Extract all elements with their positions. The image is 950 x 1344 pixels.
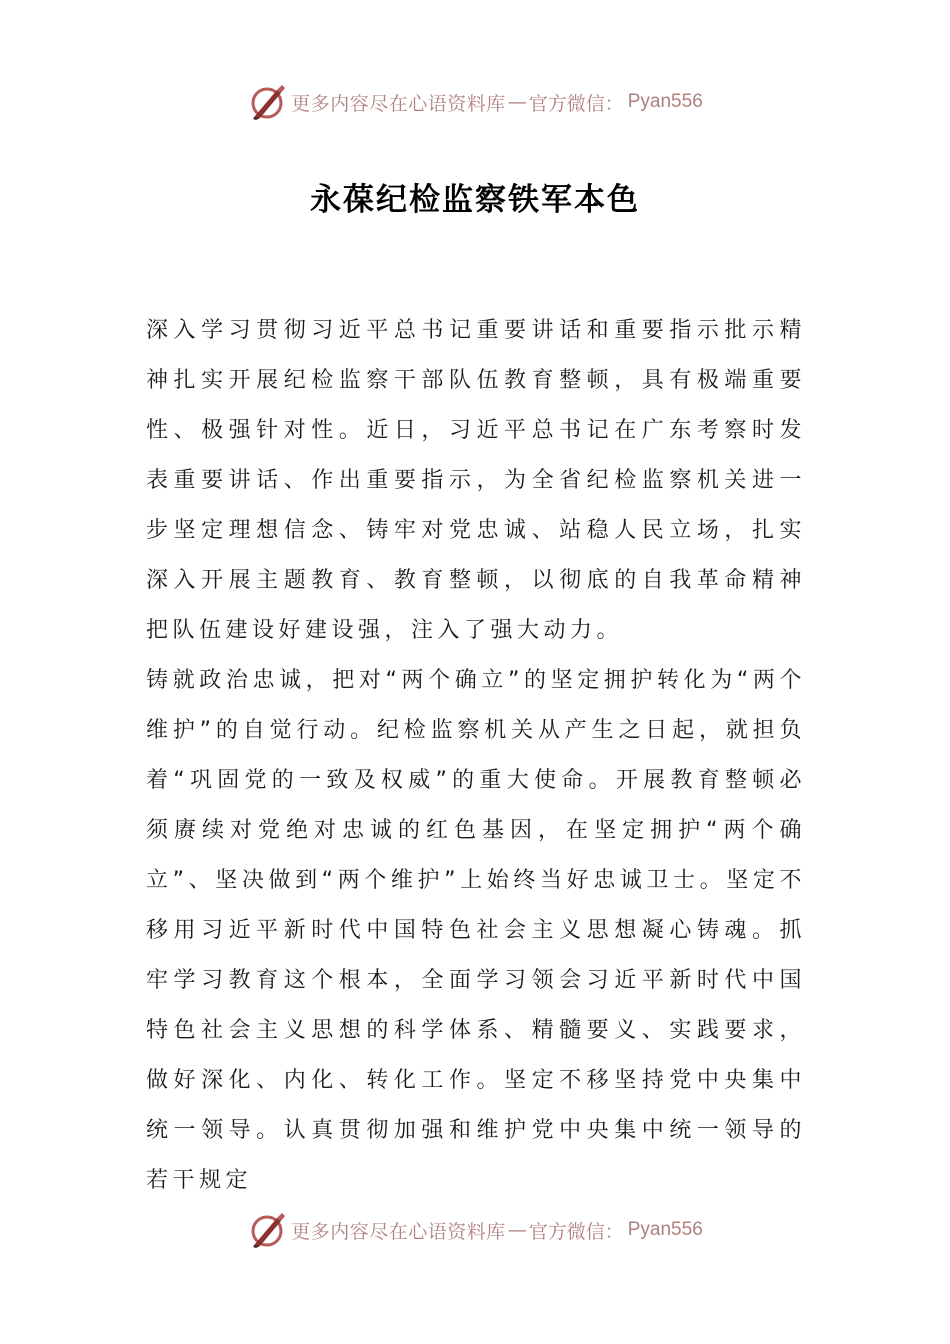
footer-banner [0, 1208, 950, 1252]
banner-wechat-label: 官方微信： [528, 1220, 624, 1243]
page-title: 永葆纪检监察铁军本色 [310, 182, 640, 218]
banner-wechat-label: 官方微信： [528, 92, 624, 115]
banner-text: 更多内容尽在心语资料库 [291, 92, 506, 115]
header-banner [0, 80, 950, 124]
paragraph-1: 深入学习贯彻习近平总书记重要讲话和重要指示批示精神扎实开展纪检监察干部队伍教育整顿，具有极端重要性、极强针对性。近日，习近平总书记在广东考察时发表重要讲话、作出重要指示，为全省纪检监察机关进一步坚定理想信念、铸牢对党忠诚、站稳人民立场，扎实深入开展主题教育、教育整顿，以彻底的自我革命精神把队伍建设好建设强，注入了强大动力。 [146, 318, 806, 643]
pen-circle-icon [247, 82, 287, 122]
banner-account: Pyan556 [627, 1219, 703, 1240]
banner-account: Pyan556 [627, 91, 703, 112]
banner-separator: — [507, 1219, 527, 1241]
pen-circle-icon [247, 1210, 287, 1250]
paragraph-2: 铸就政治忠诚，把对“两个确立”的坚定拥护转化为“两个维护”的自觉行动。纪检监察机关从产生之日起，就担负着“巩固党的一致及权威”的重大使命。开展教育整顿必须赓续对党绝对忠诚的红色基因，在坚定拥护“两个确立”、坚决做到“两个维护”上始终当好忠诚卫士。坚定不移用习近平新时代中国特色社会主义思想凝心铸魂。抓牢学习教育这个根本，全面学习领会习近平新时代中国特色社会主义思想的科学体系、精髓要义、实践要求，做好深化、内化、转化工作。坚定不移坚持党中央集中统一领导。认真贯彻加强和维护党中央集中统一领导的若干规定 [146, 668, 806, 1193]
banner-separator: — [507, 91, 527, 113]
document-body [146, 306, 806, 1206]
banner-text: 更多内容尽在心语资料库 [291, 1220, 506, 1243]
